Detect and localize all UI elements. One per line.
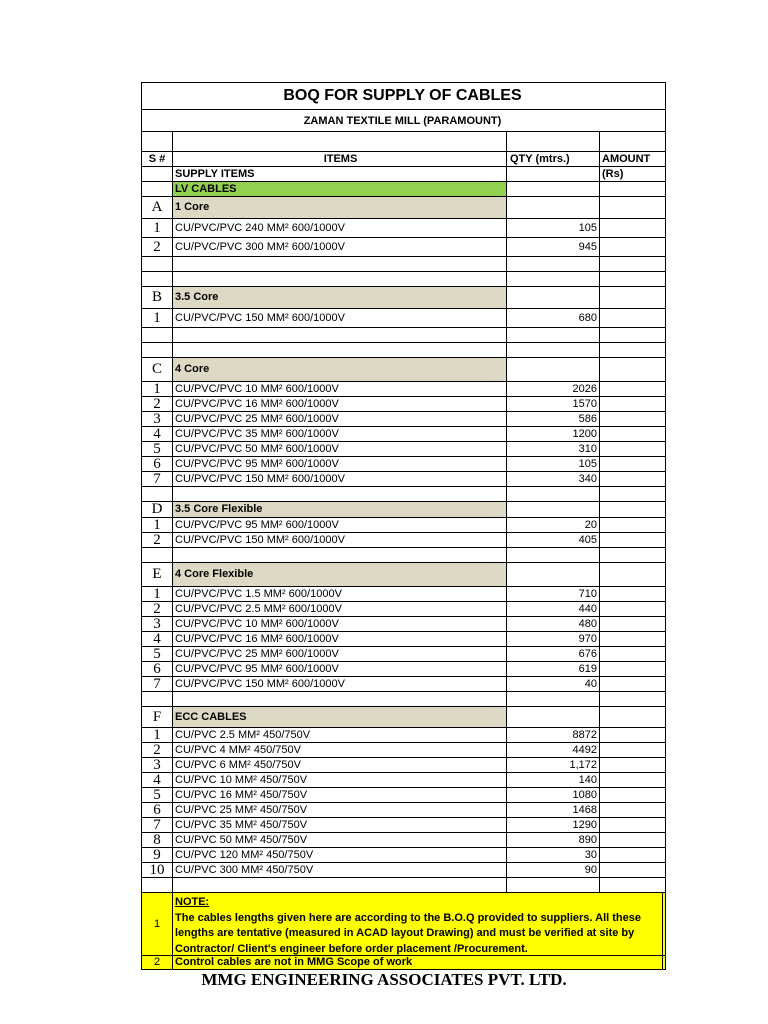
row-item: CU/PVC/PVC 95 MM² 600/1000V xyxy=(173,662,507,676)
row-sn: 6 xyxy=(142,662,173,676)
row-amount xyxy=(600,632,663,646)
row-sn: 2 xyxy=(142,397,173,411)
row-qty: 1,172 xyxy=(507,758,600,772)
spacer-row xyxy=(142,691,665,706)
row-amount xyxy=(600,472,663,486)
title-row xyxy=(142,82,665,109)
row-sn: 3 xyxy=(142,617,173,631)
table-row xyxy=(142,757,665,772)
header-sn: S # xyxy=(142,152,173,166)
row-sn: 1 xyxy=(142,518,173,532)
table-row xyxy=(142,237,665,256)
section-letter: A xyxy=(142,197,173,218)
header-amount-unit: (Rs) xyxy=(602,168,624,180)
row-qty: 1200 xyxy=(507,427,600,441)
table-row xyxy=(142,601,665,616)
row-amount xyxy=(600,382,663,396)
row-amount xyxy=(600,587,663,601)
row-item: CU/PVC/PVC 150 MM² 600/1000V xyxy=(173,309,507,327)
row-amount xyxy=(600,427,663,441)
row-sn: 1 xyxy=(142,728,173,742)
note-row-2 xyxy=(142,955,665,969)
section-header-row xyxy=(142,357,665,381)
row-sn: 1 xyxy=(142,382,173,396)
section-name: 4 Core Flexible xyxy=(173,563,507,586)
note-heading: NOTE: xyxy=(175,896,210,908)
row-sn: 6 xyxy=(142,803,173,817)
company-footer: MMG ENGINEERING ASSOCIATES PVT. LTD. xyxy=(201,970,567,989)
row-amount xyxy=(600,662,663,676)
row-item: CU/PVC 300 MM² 450/750V xyxy=(173,863,507,877)
row-sn: 1 xyxy=(142,587,173,601)
table-row xyxy=(142,742,665,757)
note-body: The cables lengths given here are according to the B.O.Q provided to suppliers. All these lengths are tentative (measured in ACAD layout Drawing) and must be verified at site by Contractor/ Client's engineer before order placement /Procurement. xyxy=(175,911,641,955)
spacer-row xyxy=(142,877,665,892)
row-sn: 9 xyxy=(142,848,173,862)
note-1-text xyxy=(173,893,663,955)
table-row xyxy=(142,646,665,661)
row-qty: 1468 xyxy=(507,803,600,817)
row-item: CU/PVC/PVC 25 MM² 600/1000V xyxy=(173,647,507,661)
subtitle-row xyxy=(142,109,665,131)
row-sn: 7 xyxy=(142,677,173,691)
row-item: CU/PVC 35 MM² 450/750V xyxy=(173,818,507,832)
table-row xyxy=(142,847,665,862)
row-qty: 4492 xyxy=(507,743,600,757)
header-items: ITEMS xyxy=(173,152,507,166)
table-row xyxy=(142,676,665,691)
section-header-row xyxy=(142,562,665,586)
row-item: CU/PVC/PVC 16 MM² 600/1000V xyxy=(173,397,507,411)
row-sn: 5 xyxy=(142,788,173,802)
section-letter: C xyxy=(142,358,173,381)
row-item: CU/PVC/PVC 95 MM² 600/1000V xyxy=(173,518,507,532)
table-row xyxy=(142,802,665,817)
row-sn: 8 xyxy=(142,833,173,847)
table-row xyxy=(142,426,665,441)
row-amount xyxy=(600,412,663,426)
row-amount xyxy=(600,833,663,847)
row-sn: 1 xyxy=(142,309,173,327)
row-item: CU/PVC 25 MM² 450/750V xyxy=(173,803,507,817)
section-header-row xyxy=(142,706,665,727)
row-qty: 440 xyxy=(507,602,600,616)
row-amount xyxy=(600,518,663,532)
table-row xyxy=(142,832,665,847)
table-row xyxy=(142,772,665,787)
row-qty: 140 xyxy=(507,773,600,787)
row-item: CU/PVC 4 MM² 450/750V xyxy=(173,743,507,757)
row-sn: 10 xyxy=(142,863,173,877)
table-row xyxy=(142,381,665,396)
note-1-sn: 1 xyxy=(142,893,173,955)
row-sn: 7 xyxy=(142,818,173,832)
table-row xyxy=(142,396,665,411)
section-letter: E xyxy=(142,563,173,586)
spacer-row xyxy=(142,271,665,286)
row-item: CU/PVC 2.5 MM² 450/750V xyxy=(173,728,507,742)
table-row xyxy=(142,727,665,742)
row-qty: 105 xyxy=(507,457,600,471)
row-sn: 2 xyxy=(142,238,173,256)
table-row xyxy=(142,218,665,237)
section-header-row xyxy=(142,501,665,517)
row-amount xyxy=(600,803,663,817)
section-letter: D xyxy=(142,502,173,517)
section-name: 3.5 Core Flexible xyxy=(173,502,507,517)
table-row xyxy=(142,308,665,327)
row-qty: 676 xyxy=(507,647,600,661)
row-amount xyxy=(600,219,663,237)
row-qty: 40 xyxy=(507,677,600,691)
row-amount xyxy=(600,238,663,256)
row-qty: 890 xyxy=(507,833,600,847)
supply-items-row xyxy=(142,166,665,181)
row-item: CU/PVC/PVC 16 MM² 600/1000V xyxy=(173,632,507,646)
row-amount xyxy=(600,533,663,547)
section-letter: B xyxy=(142,287,173,308)
row-sn: 2 xyxy=(142,602,173,616)
table-row xyxy=(142,532,665,547)
row-sn: 3 xyxy=(142,412,173,426)
table-row xyxy=(142,817,665,832)
row-amount xyxy=(600,788,663,802)
row-item: CU/PVC/PVC 2.5 MM² 600/1000V xyxy=(173,602,507,616)
header-row xyxy=(142,151,665,166)
row-item: CU/PVC/PVC 35 MM² 600/1000V xyxy=(173,427,507,441)
row-qty: 2026 xyxy=(507,382,600,396)
row-sn: 4 xyxy=(142,427,173,441)
sections-container xyxy=(142,196,665,892)
row-item: CU/PVC/PVC 25 MM² 600/1000V xyxy=(173,412,507,426)
table-row xyxy=(142,862,665,877)
spacer-row xyxy=(142,342,665,357)
table-row xyxy=(142,616,665,631)
row-item: CU/PVC/PVC 150 MM² 600/1000V xyxy=(173,677,507,691)
row-qty: 1570 xyxy=(507,397,600,411)
section-name: ECC CABLES xyxy=(173,707,507,727)
row-item: CU/PVC 6 MM² 450/750V xyxy=(173,758,507,772)
row-item: CU/PVC/PVC 240 MM² 600/1000V xyxy=(173,219,507,237)
row-qty: 586 xyxy=(507,412,600,426)
row-qty: 1290 xyxy=(507,818,600,832)
row-qty: 945 xyxy=(507,238,600,256)
spacer-row xyxy=(142,256,665,271)
row-amount xyxy=(600,457,663,471)
row-amount xyxy=(600,602,663,616)
table-row xyxy=(142,631,665,646)
row-amount xyxy=(600,848,663,862)
spacer-row xyxy=(142,327,665,342)
row-sn: 6 xyxy=(142,457,173,471)
row-amount xyxy=(600,617,663,631)
row-qty: 105 xyxy=(507,219,600,237)
row-item: CU/PVC/PVC 50 MM² 600/1000V xyxy=(173,442,507,456)
table-row xyxy=(142,411,665,426)
row-qty: 20 xyxy=(507,518,600,532)
header-amount: AMOUNT xyxy=(602,153,651,165)
note-row-1 xyxy=(142,892,665,955)
row-sn: 4 xyxy=(142,773,173,787)
row-sn: 2 xyxy=(142,533,173,547)
row-qty: 405 xyxy=(507,533,600,547)
section-header-row xyxy=(142,196,665,218)
table-row xyxy=(142,471,665,486)
table-row xyxy=(142,787,665,802)
row-item: CU/PVC/PVC 10 MM² 600/1000V xyxy=(173,617,507,631)
table-row xyxy=(142,661,665,676)
row-item: CU/PVC/PVC 1.5 MM² 600/1000V xyxy=(173,587,507,601)
section-header-row xyxy=(142,286,665,308)
row-amount xyxy=(600,863,663,877)
row-qty: 30 xyxy=(507,848,600,862)
row-qty: 310 xyxy=(507,442,600,456)
row-amount xyxy=(600,647,663,661)
spacer-row xyxy=(142,547,665,562)
row-amount xyxy=(600,773,663,787)
row-sn: 3 xyxy=(142,758,173,772)
section-name: 1 Core xyxy=(173,197,507,218)
row-qty: 340 xyxy=(507,472,600,486)
row-item: CU/PVC 16 MM² 450/750V xyxy=(173,788,507,802)
row-qty: 619 xyxy=(507,662,600,676)
project-name: ZAMAN TEXTILE MILL (PARAMOUNT) xyxy=(303,115,502,127)
row-item: CU/PVC 50 MM² 450/750V xyxy=(173,833,507,847)
row-amount xyxy=(600,309,663,327)
note-2-sn: 2 xyxy=(142,956,173,969)
row-qty: 90 xyxy=(507,863,600,877)
row-amount xyxy=(600,818,663,832)
lv-cables-label: LV CABLES xyxy=(173,182,507,196)
supply-items-label: SUPPLY ITEMS xyxy=(173,167,507,181)
row-amount xyxy=(600,677,663,691)
row-amount xyxy=(600,758,663,772)
row-item: CU/PVC/PVC 300 MM² 600/1000V xyxy=(173,238,507,256)
row-sn: 4 xyxy=(142,632,173,646)
note-2-text: Control cables are not in MMG Scope of work xyxy=(173,956,663,969)
row-qty: 480 xyxy=(507,617,600,631)
header-qty: QTY (mtrs.) xyxy=(507,152,600,166)
row-amount xyxy=(600,442,663,456)
row-sn: 7 xyxy=(142,472,173,486)
row-item: CU/PVC/PVC 95 MM² 600/1000V xyxy=(173,457,507,471)
table-row xyxy=(142,586,665,601)
row-qty: 1080 xyxy=(507,788,600,802)
row-sn: 2 xyxy=(142,743,173,757)
spacer-row xyxy=(142,486,665,501)
boq-table xyxy=(141,82,666,970)
row-item: CU/PVC/PVC 150 MM² 600/1000V xyxy=(173,472,507,486)
row-sn: 1 xyxy=(142,219,173,237)
row-sn: 5 xyxy=(142,442,173,456)
row-item: CU/PVC 120 MM² 450/750V xyxy=(173,848,507,862)
row-qty: 710 xyxy=(507,587,600,601)
row-sn: 5 xyxy=(142,647,173,661)
blank-row xyxy=(142,131,665,151)
row-item: CU/PVC/PVC 150 MM² 600/1000V xyxy=(173,533,507,547)
table-row xyxy=(142,456,665,471)
section-name: 3.5 Core xyxy=(173,287,507,308)
row-qty: 680 xyxy=(507,309,600,327)
document-title: BOQ FOR SUPPLY OF CABLES xyxy=(283,87,522,104)
row-qty: 8872 xyxy=(507,728,600,742)
row-amount xyxy=(600,743,663,757)
row-item: CU/PVC 10 MM² 450/750V xyxy=(173,773,507,787)
table-row xyxy=(142,517,665,532)
row-item: CU/PVC/PVC 10 MM² 600/1000V xyxy=(173,382,507,396)
lv-cables-row xyxy=(142,181,665,196)
table-row xyxy=(142,441,665,456)
section-letter: F xyxy=(142,707,173,727)
row-amount xyxy=(600,397,663,411)
section-name: 4 Core xyxy=(173,358,507,381)
row-amount xyxy=(600,728,663,742)
row-qty: 970 xyxy=(507,632,600,646)
